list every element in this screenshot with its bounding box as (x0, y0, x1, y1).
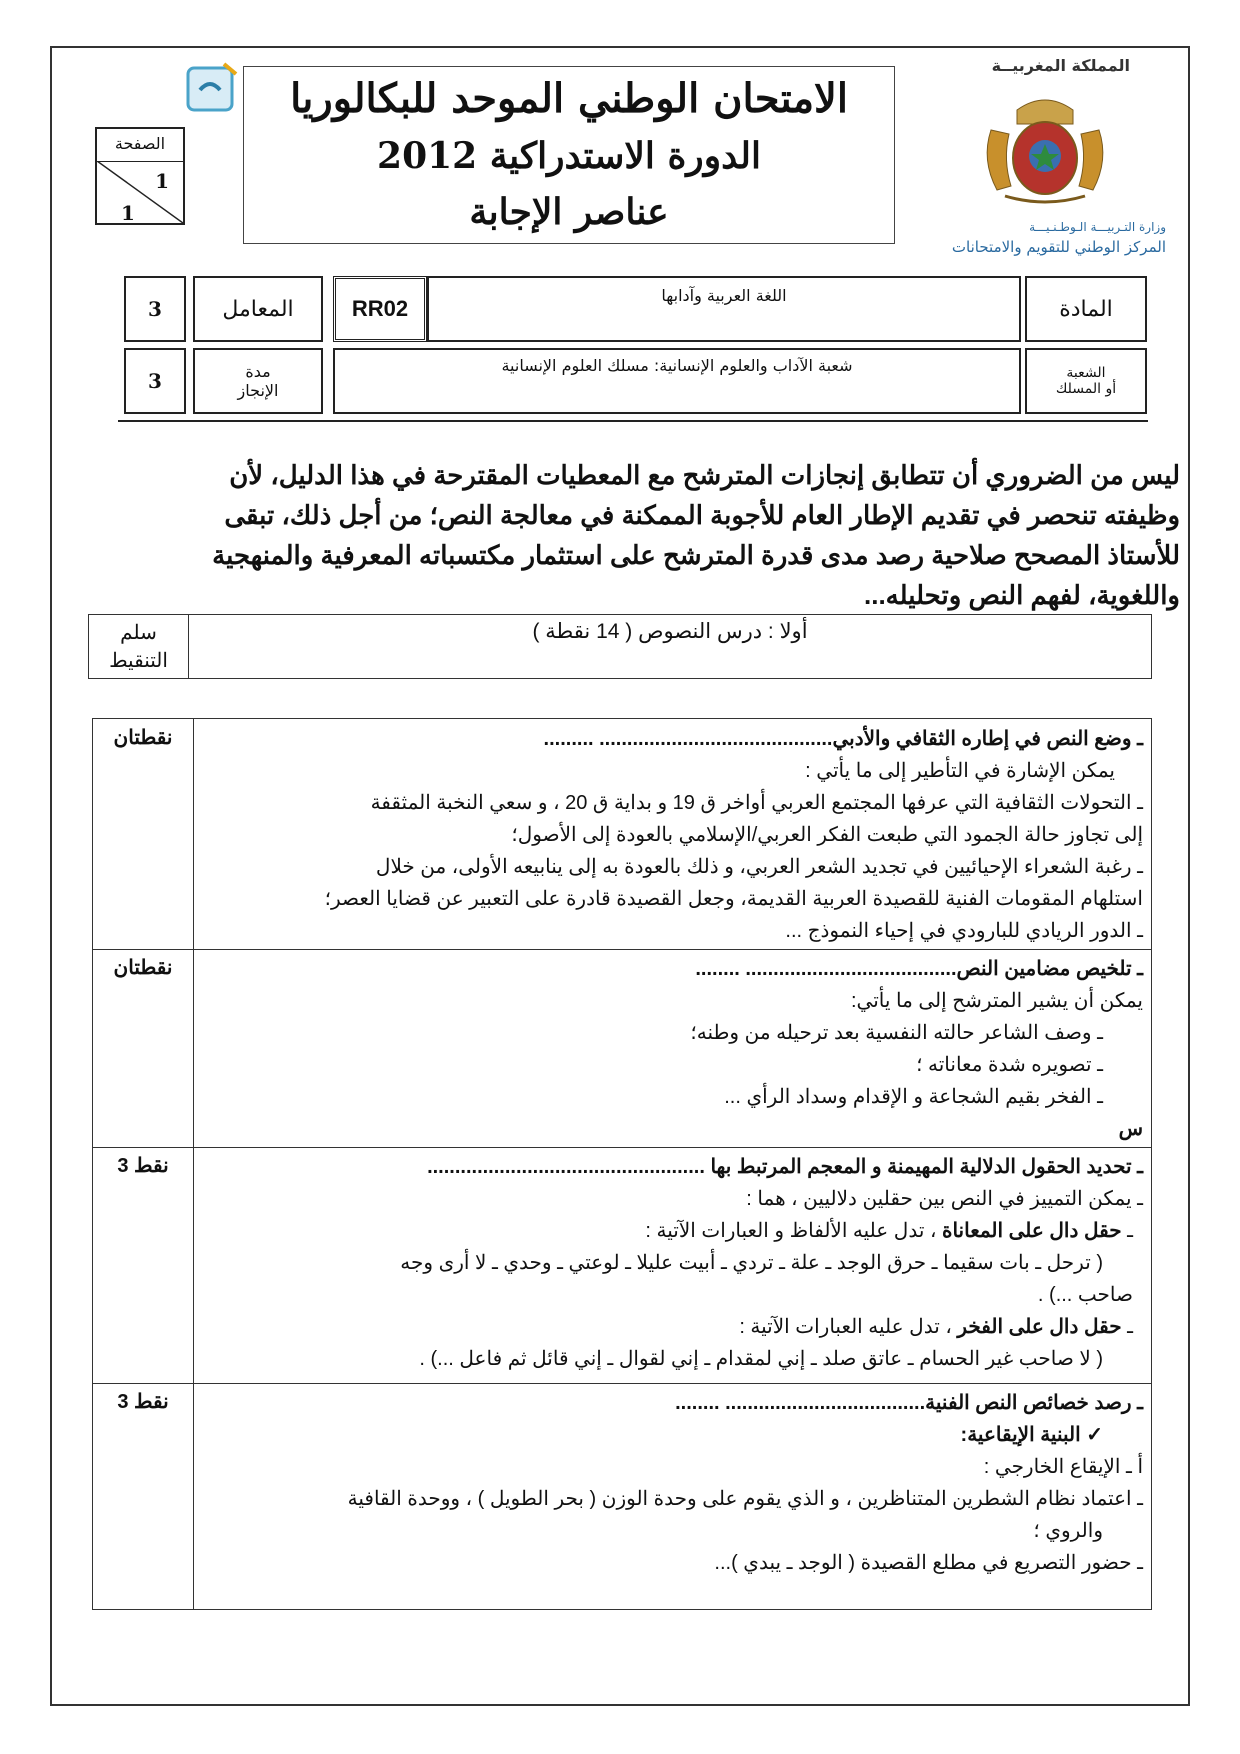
row-line: ـ التحولات الثقافية التي عرفها المجتمع العربي أواخر ق 19 و بداية ق 20 ، و سعي النخبة المثقفة (370, 792, 1143, 814)
exam-session: الدورة الاستدراكية 2012 (377, 135, 761, 177)
row-heading: ـ تلخيص مضامين النص...................................... ........ (695, 958, 1143, 980)
duration-label-cell (193, 348, 323, 414)
row-line: ( لا صاحب غير الحسام ـ عاتق صلد ـ إني لمقدام ـ إني لقوال ـ إني قائل ثم فاعل ...) . (419, 1348, 1103, 1370)
answer-row (201, 1387, 1143, 1579)
branch-label-2: أو المسلك (1055, 381, 1117, 397)
ministry-name: وزارة التـربيـــة الـوطـنـيـــة (1029, 220, 1166, 234)
row-line: ـ وصف الشاعر حالته النفسية بعد ترحيله من وطنه؛ (690, 1022, 1103, 1044)
exam-title-box (243, 66, 895, 244)
subject-label: المادة (1059, 296, 1113, 322)
center-name: المركز الوطني للتقويم والامتحانات (951, 238, 1166, 256)
header-rule (118, 420, 1148, 422)
coef-label-cell (193, 276, 323, 342)
subject-code: RR02 (351, 296, 409, 321)
row-score: 3 نقط (117, 1155, 169, 1177)
field-desc: ، تدل عليه العبارات الآتية : (739, 1316, 952, 1338)
page-current: 1 (155, 169, 169, 193)
row-line: ✓ البنية الإيقاعية: (960, 1424, 1103, 1446)
row-line: يمكن أن يشير المترشح إلى ما يأتي: (851, 990, 1143, 1012)
page-label: الصفحة (97, 129, 183, 162)
coef-value-cell (124, 276, 186, 342)
branch-value-cell (333, 348, 1021, 414)
intro-line-1: ليس من الضروري أن تتطابق إنجازات المترشح مع المعطيات المقترحة في هذا الدليل، لأن (229, 460, 1180, 490)
row-line-group: ـ حقل دال على الفخر ، تدل عليه العبارات الآتية : (739, 1316, 1133, 1338)
field-desc: ، تدل عليه الألفاظ و العبارات الآتية : (645, 1220, 937, 1242)
row-separator (93, 1147, 1151, 1148)
score-column-header (89, 615, 189, 678)
row-line: صاحب ...) . (1037, 1284, 1133, 1306)
score-label-1: سلم (120, 622, 157, 644)
intro-paragraph (120, 455, 1180, 615)
subject-value-cell (427, 276, 1021, 342)
answer-row (201, 723, 1143, 947)
row-line: س (1118, 1118, 1143, 1140)
score-label-2: التنقيط (109, 650, 168, 672)
branch-label-cell (1025, 348, 1147, 414)
row-separator (93, 949, 1151, 950)
field-name: حقل دال على المعاناة (941, 1220, 1122, 1242)
subject-label-cell (1025, 276, 1147, 342)
duration-label-1: مدة (245, 362, 271, 381)
section-title: أولا : درس النصوص ( 14 نقطة ) (532, 620, 808, 643)
coef-value: 3 (148, 297, 162, 321)
row-line: ـ تصويره شدة معاناته ؛ (916, 1054, 1103, 1076)
subject-value: اللغة العربية وآدابها (661, 286, 787, 305)
page-divider-icon (97, 161, 183, 223)
subject-code-cell (333, 276, 427, 342)
intro-line-3: للأستاذ المصحح صلاحية رصد مدى قدرة المترشح على استثمار مكتسباته المعرفية والمنهجية (212, 540, 1180, 570)
exam-title: الامتحان الوطني الموحد للبكالوريا (290, 75, 848, 122)
row-score: نقطتان (113, 727, 173, 749)
intro-line-2: وظيفته تنحصر في تقديم الإطار العام للأجوبة الممكنة في معالجة النص؛ من أجل ذلك، تبقى (224, 500, 1180, 530)
page-total: 1 (121, 201, 135, 225)
row-score: نقطتان (113, 957, 173, 979)
row-line: يمكن الإشارة في التأطير إلى ما يأتي : (805, 760, 1115, 782)
row-line: استلهام المقومات الفنية للقصيدة العربية القديمة، وجعل القصيدة قادرة على التعبير عن قضايا العصر؛ (324, 888, 1143, 910)
duration-value-cell (124, 348, 186, 414)
exam-logo (186, 60, 242, 112)
branch-value: شعبة الآداب والعلوم الإنسانية: مسلك العلوم الإنسانية (501, 356, 853, 375)
answer-key-title: عناصر الإجابة (469, 191, 669, 233)
coef-label: المعامل (222, 296, 294, 322)
field-name: حقل دال على الفخر (957, 1316, 1122, 1338)
row-line: ـ حضور التصريع في مطلع القصيدة ( الوجد ـ يبدي )... (714, 1552, 1143, 1574)
row-line: ـ الدور الريادي للبارودي في إحياء النموذج ... (785, 920, 1143, 942)
page-number-box (95, 127, 185, 225)
section-header (88, 614, 1152, 679)
row-line: ـ يمكن التمييز في النص بين حقلين دلاليين ، هما : (746, 1188, 1143, 1210)
row-line: ـ الفخر بقيم الشجاعة و الإقدام وسداد الرأي ... (724, 1086, 1103, 1108)
duration-label-2: الإنجاز (237, 381, 279, 400)
row-line: إلى تجاوز حالة الجمود التي طبعت الفكر العربي/الإسلامي بالعودة إلى الأصول؛ (511, 824, 1143, 846)
branch-label-1: الشعبة (1066, 365, 1106, 381)
row-line: ـ اعتماد نظام الشطرين المتناظرين ، و الذي يقوم على وحدة الوزن ( بحر الطويل ) ، ووحدة القافية (347, 1488, 1143, 1510)
row-heading: ـ تحديد الحقول الدلالية المهيمنة و المعجم المرتبط بها .................................................. (427, 1156, 1143, 1178)
row-heading: ـ رصد خصائص النص الفنية.................................... ........ (675, 1392, 1143, 1414)
grid-divider (193, 719, 194, 1609)
row-line: والروي ؛ (1033, 1520, 1103, 1542)
coat-of-arms-icon (975, 90, 1115, 210)
row-heading: ـ وضع النص في إطاره الثقافي والأدبي.......................................... ......... (543, 728, 1143, 750)
intro-line-4: واللغوية، لفهم النص وتحليله... (864, 580, 1180, 610)
row-line: ( ترحل ـ بات سقيما ـ حرق الوجد ـ علة ـ تردي ـ أبيت عليلا ـ لوعتي ـ وحدي ـ لا أرى وجه (400, 1252, 1103, 1274)
row-line: أ ـ الإيقاع الخارجي : (983, 1456, 1143, 1478)
row-line: ـ رغبة الشعراء الإحيائيين في تجديد الشعر العربي، و ذلك بالعودة به إلى ينابيعه الأولى، من خلال (375, 856, 1143, 878)
duration-value: 3 (148, 369, 162, 393)
kingdom-name: المملكة المغربيــة (991, 56, 1130, 75)
answer-grid (92, 718, 1152, 1610)
answer-row (201, 953, 1143, 1145)
row-score: 3 نقط (117, 1391, 169, 1413)
row-separator (93, 1383, 1151, 1384)
answer-row (201, 1151, 1143, 1375)
row-line-group: ـ حقل دال على المعاناة ، تدل عليه الألفاظ و العبارات الآتية : (645, 1220, 1133, 1242)
